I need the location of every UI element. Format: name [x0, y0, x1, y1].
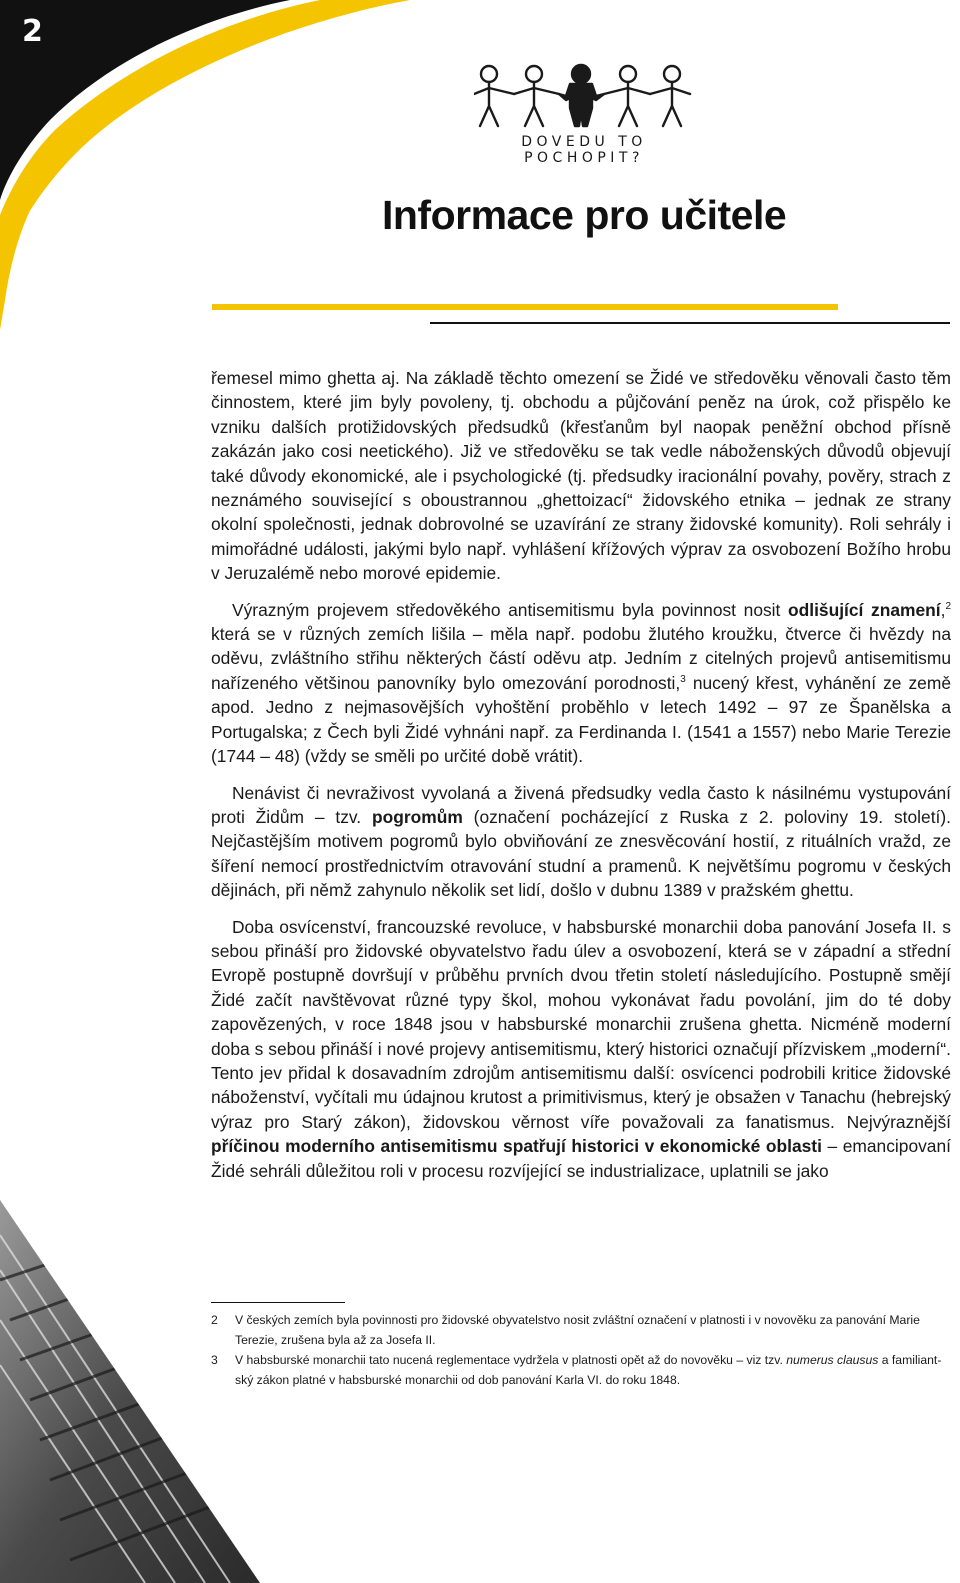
paper-people-icon: [474, 62, 694, 128]
paragraph-1: řemesel mimo ghetta aj. Na základě těchto omezení se Židé ve středověku věnovali často těm činnostem, které jim byly povoleny, tj. obchodu a půjčování peněz na úrok, což přispělo ke vzniku dalších protižidovských předsudků (křesťanům byl naopak peněžní obchod přísně zakázán jako cosi neetického). Již ve středověku se tak vedle náboženských důvodů objevují také důvody ekonomické, ale i psychologické (tj. předsudky iracionální povahy, pověry, strach z neznámého související s oboustrannou „ghettoizací“ židovského etnika – jednak ze strany okolní společnosti, jednak dobrovolné se uzavírání ze strany židovské komunity). Roli sehrály i mimořádné události, jakými bylo např. vyhlášení křížových výprav za osvobození Božího hrobu v Jeruzalémě nebo morové epidemie.: [211, 368, 951, 584]
corner-swoosh: [0, 0, 410, 330]
footnote-italic-term: numerus clausus: [786, 1353, 879, 1367]
bold-term: odlišující znamení: [788, 599, 941, 620]
footnote-3: 3 V habsburské monarchii tato nucená reglementace vydržela v platnosti opět až do novověku – viz tzv. numerus clausus a familiantský zákon platné v habsburské monarchii od dob panování Karla VI. do roku 1848.: [211, 1350, 946, 1390]
page-title: Informace pro učitele: [382, 192, 787, 238]
paragraph-3: Nenávist či nevraživost vyvolaná a živená předsudky vedla často k násilnému vystupování proti Židům – tzv. pogromům (označení pocházející z Ruska z 2. poloviny 19. století). Nejčastějším motivem pogromů bylo obviňování ze znesvěcování hostií, z rituálních vražd, ze šíření nemocí prostřednictvím otravování studní a pramenů. K největšímu pogromu v českých dějinách, při němž zahynulo několik set lidí, došlo v dubnu 1389 v pražském ghettu.: [211, 782, 951, 901]
footnotes: [211, 1310, 946, 1390]
logo: [474, 62, 694, 166]
paragraph-2: Výrazným projevem středověkého antisemitismu byla povinnost nosit odlišující znamení,$^2$ která se v různých zemích lišila – měla např. podobu žlutého kroužku, čtverce či hvězdy na oděvu, zvláštního střihu některých částí oděvu atp. Jedním z citelných projevů antisemitismu nařízeného většinou panovníky bylo omezování porodnosti,$^3$ nucený křest, vyhánění ze země apod. Jedno z nejmasovějších vyhoštění proběhlo v letech 1492 – 97 ze Španělska a Portugalska; z Čech byli Židé vyhnáni např. za Ferdinanda I. (1541 a 1557) nebo Marie Terezie (1744 – 48) (vždy se směli po určité době vrátit).: [211, 599, 952, 767]
railway-photo: [0, 1200, 260, 1583]
yellow-rule: [212, 304, 838, 310]
body-text: [211, 366, 951, 1183]
footnote-text: V českých zemích byla povinnosti pro židovské obyvatelstvo nosit zvláštní označení v platnosti i v novověku za panování Marie Terezie, zrušena byla až za Josefa II.: [235, 1313, 920, 1347]
footnote-divider: [211, 1302, 345, 1303]
footnote-ref-2: 2: [945, 600, 951, 612]
logo-text: DOVEDU TO POCHOPIT?: [521, 134, 647, 166]
footnote-ref-3: 3: [680, 674, 686, 686]
bold-term: pogromům: [371, 806, 463, 827]
paragraph-4: Doba osvícenství, francouzské revoluce, v habsburské monarchii doba panování Josefa II. s sebou přináší pro židovské obyvatelstvo řadu úlev a osvobození, která se v západní a střední Evropě postupně dovršují v průběhu prvních dvou třetin století následujícího. Postupně smějí Židé začít navštěvovat různé typy škol, mohou vykonávat řadu povolání, jim do té doby zapovězených, v roce 1848 jsou v habsburské monarchii zrušena ghetta. Nicméně moderní doba s sebou přináší i nové projevy antisemitismu, který historici označují přízviskem „moderní“. Tento jev přidal k dosavadním zdrojům antisemitismu další: osvícenci podrobili kritice židovské náboženství, vyčítali mu údajnou krutost a primitivismus, který je obsažen v Tanachu (hebrejský výraz pro Starý zákon), židovskou věrnost víře považovali za fanatismus. Nejvýraznější příčinou moderního antisemitismu spatřují historici v ekonomické oblasti – emancipovaní Židé sehráli důležitou roli v procesu rozvíjející se industrializace, uplatnili se jako: [211, 916, 951, 1181]
page-number: 2: [22, 14, 43, 49]
black-rule: [430, 322, 950, 324]
footnote-2: [211, 1310, 946, 1350]
bold-term: příčinou moderního antisemitismu spatřují historici v ekonomické oblasti: [211, 1136, 822, 1157]
footnote-number: 3: [211, 1353, 218, 1367]
footnote-number: 2: [211, 1313, 218, 1327]
